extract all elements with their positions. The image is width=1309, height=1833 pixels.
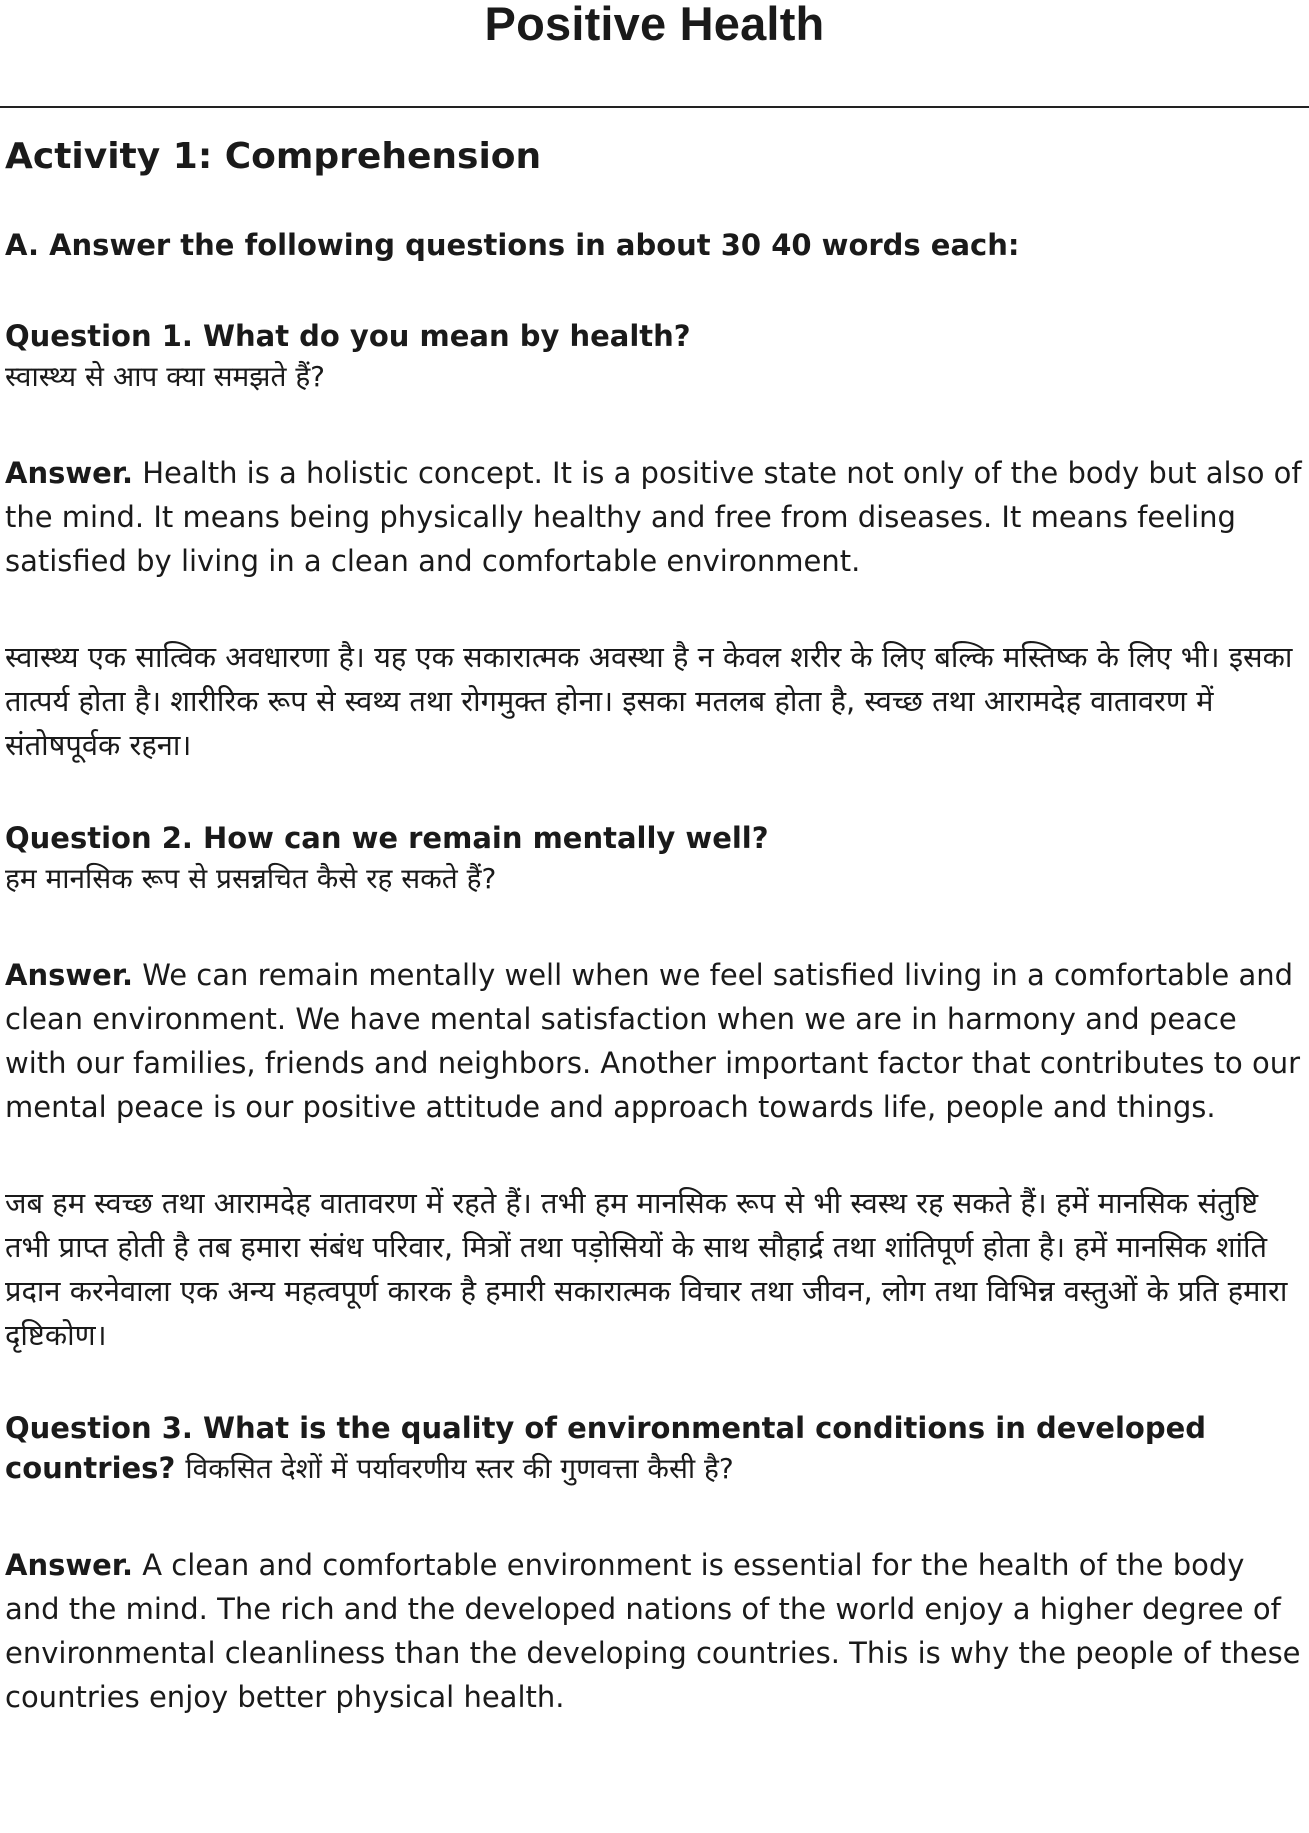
question-3-hindi: विकसित देशों में पर्यावरणीय स्तर की गुणवत्ता कैसी है? [185, 1452, 734, 1485]
page-title: Positive Health [484, 0, 825, 48]
answer-3-label: Answer. [5, 1548, 133, 1582]
question-3-line [5, 1409, 1303, 1491]
section-heading: A. Answer the following questions in about 30 40 words each: [5, 228, 1020, 262]
question-1-text: Question 1. What do you mean by health? [5, 319, 691, 353]
question-2 [5, 819, 1303, 901]
question-3 [5, 1409, 1303, 1491]
answer-1 [5, 451, 1303, 583]
answer-3-text: A clean and comfortable environment is essential for the health of the body and the mind. The rich and the developed nations of the world enjoy a higher degree of environmental cleanliness than the developing countries. This is why the people of these countries enjoy better physical health. [5, 1548, 1301, 1714]
question-1-hindi: स्वास्थ्य से आप क्या समझते हैं? [5, 360, 326, 393]
question-2-text: Question 2. How can we remain mentally well? [5, 821, 769, 855]
answer-1-text: Health is a holistic concept. It is a positive state not only of the body but also of the mind. It means being physically healthy and free from diseases. It means feeling satisfied by living in a clean and comfortable environment. [5, 456, 1302, 578]
document-body [5, 135, 1303, 1771]
answer-2 [5, 953, 1303, 1129]
answer-3 [5, 1543, 1303, 1719]
answer-2-hindi: जब हम स्वच्छ तथा आरामदेह वातावरण में रहते हैं। तभी हम मानसिक रूप से भी स्वस्थ रह सकते हैं। हमें मानसिक संतुष्टि तभी प्राप्त होती है तब हमारा संबंध परिवार, मित्रों तथा पड़ोसियों के साथ सौहार्द्र तथा शांतिपूर्ण होता है। हमें मानसिक शांति प्रदान करनेवाला एक अन्य महत्वपूर्ण कारक है हमारी सकारात्मक विचार तथा जीवन, लोग तथा विभिन्न वस्तुओं के प्रति हमारा दृष्टिकोण। [5, 1186, 1288, 1352]
answer-2-label: Answer. [5, 958, 133, 992]
question-3-text: Question 3. What is the quality of environmental conditions in developed countries? [5, 1411, 1207, 1485]
answer-1-hindi: स्वास्थ्य एक सात्विक अवधारणा है। यह एक सकारात्मक अवस्था है न केवल शरीर के लिए बल्कि मस्तिष्क के लिए भी। इसका तात्पर्य होता है। शारीरिक रूप से स्वथ्य तथा रोगमुक्त होना। इसका मतलब होता है, स्वच्छ तथा आरामदेह वातावरण में संतोषपूर्वक रहना। [5, 640, 1293, 762]
activity-heading: Activity 1: Comprehension [5, 136, 542, 177]
title-divider [0, 106, 1309, 108]
answer-1-label: Answer. [5, 456, 133, 490]
answer-2-text: We can remain mentally well when we feel satisfied living in a comfortable and clean environment. We have mental satisfaction when we are in harmony and peace with our families, friends and neighbors. Another important factor that contributes to our mental peace is our positive attitude and approach towards life, people and things. [5, 958, 1301, 1124]
question-2-hindi: हम मानसिक रूप से प्रसन्नचित कैसे रह सकते हैं? [5, 862, 497, 895]
question-1 [5, 317, 1303, 399]
